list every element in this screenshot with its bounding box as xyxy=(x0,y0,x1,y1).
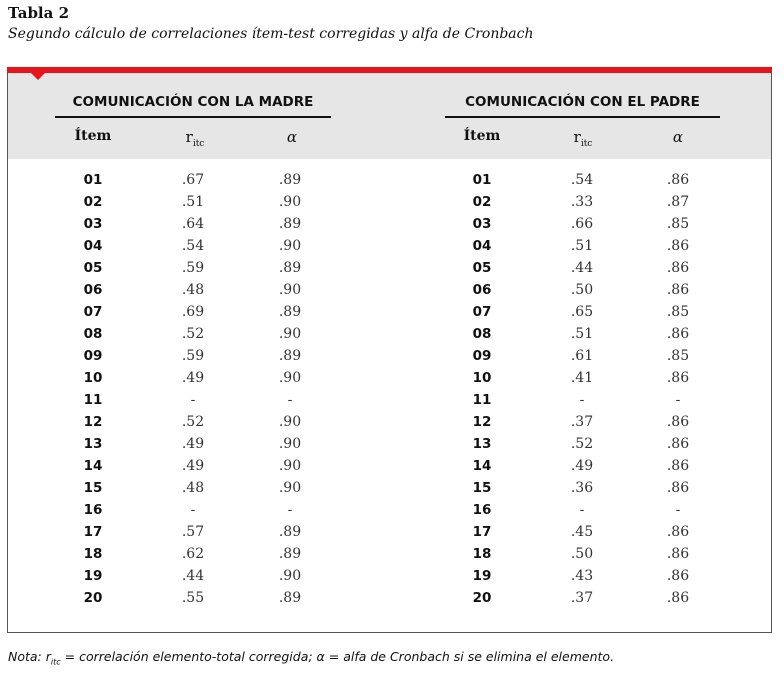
colhead-item-padre: Ítem xyxy=(463,128,501,144)
padre-alpha-cell: .86 xyxy=(666,546,690,562)
madre-item-cell: 02 xyxy=(83,194,103,210)
madre-ritc-cell: - xyxy=(190,502,196,518)
padre-item-cell: 15 xyxy=(472,480,492,496)
padre-item-cell: 12 xyxy=(472,414,492,430)
padre-item-cell: 08 xyxy=(472,326,492,342)
padre-alpha-cell: .86 xyxy=(666,370,690,386)
madre-alpha-cell: - xyxy=(287,502,293,518)
madre-item-cell: 17 xyxy=(83,524,103,540)
padre-ritc-cell: .61 xyxy=(570,348,594,364)
padre-item-cell: 03 xyxy=(472,216,492,232)
madre-item-cell: 04 xyxy=(83,238,103,254)
padre-alpha-cell: .86 xyxy=(666,436,690,452)
madre-item-cell: 10 xyxy=(83,370,103,386)
madre-ritc-cell: .69 xyxy=(181,304,205,320)
madre-ritc-cell: .62 xyxy=(181,546,205,562)
padre-item-cell: 11 xyxy=(472,392,492,408)
padre-alpha-cell: .86 xyxy=(666,458,690,474)
group-rule-madre xyxy=(55,116,331,118)
padre-alpha-cell: .86 xyxy=(666,590,690,606)
group-title-madre: COMUNICACIÓN CON LA MADRE xyxy=(72,94,314,110)
madre-ritc-cell: .57 xyxy=(181,524,205,540)
madre-ritc-cell: .59 xyxy=(181,260,205,276)
madre-item-cell: 05 xyxy=(83,260,103,276)
madre-item-cell: 03 xyxy=(83,216,103,232)
colhead-item-madre: Ítem xyxy=(74,128,112,144)
padre-alpha-cell: .85 xyxy=(666,216,690,232)
madre-alpha-cell: .90 xyxy=(278,568,302,584)
colhead-r-padre: $r_{itc}$ xyxy=(573,128,593,149)
padre-ritc-cell: .36 xyxy=(570,480,594,496)
table-note: Nota: $r_{itc}$ = correlación elemento-total corregida; α = alfa de Cronbach si se elimina el elemento. xyxy=(8,649,615,667)
padre-alpha-cell: .86 xyxy=(666,238,690,254)
padre-alpha-cell: - xyxy=(675,502,681,518)
madre-item-cell: 09 xyxy=(83,348,103,364)
padre-ritc-cell: .44 xyxy=(570,260,594,276)
madre-item-cell: 11 xyxy=(83,392,103,408)
madre-item-cell: 07 xyxy=(83,304,103,320)
madre-ritc-cell: .55 xyxy=(181,590,205,606)
padre-item-cell: 16 xyxy=(472,502,492,518)
madre-alpha-cell: .89 xyxy=(278,348,302,364)
madre-ritc-cell: .49 xyxy=(181,370,205,386)
table-subtitle: Segundo cálculo de correlaciones ítem-test corregidas y alfa de Cronbach xyxy=(8,26,534,42)
padre-ritc-cell: .66 xyxy=(570,216,594,232)
padre-item-cell: 14 xyxy=(472,458,492,474)
madre-item-cell: 01 xyxy=(83,172,103,188)
padre-alpha-cell: .86 xyxy=(666,172,690,188)
padre-item-cell: 18 xyxy=(472,546,492,562)
madre-item-cell: 08 xyxy=(83,326,103,342)
padre-alpha-cell: .86 xyxy=(666,260,690,276)
padre-item-cell: 07 xyxy=(472,304,492,320)
madre-alpha-cell: .90 xyxy=(278,436,302,452)
padre-item-cell: 05 xyxy=(472,260,492,276)
padre-alpha-cell: .85 xyxy=(666,348,690,364)
accent-bar xyxy=(7,67,772,73)
colhead-r-madre: $r_{itc}$ xyxy=(185,128,205,149)
padre-item-cell: 17 xyxy=(472,524,492,540)
madre-ritc-cell: .48 xyxy=(181,480,205,496)
colhead-alpha-madre: α xyxy=(286,128,298,146)
colhead-alpha-padre: α xyxy=(672,128,684,146)
padre-alpha-cell: .86 xyxy=(666,282,690,298)
madre-item-cell: 20 xyxy=(83,590,103,606)
madre-ritc-cell: - xyxy=(190,392,196,408)
madre-ritc-cell: .49 xyxy=(181,458,205,474)
padre-alpha-cell: - xyxy=(675,392,681,408)
padre-ritc-cell: .41 xyxy=(570,370,594,386)
madre-item-cell: 19 xyxy=(83,568,103,584)
madre-alpha-cell: .89 xyxy=(278,524,302,540)
padre-ritc-cell: .51 xyxy=(570,326,594,342)
madre-alpha-cell: .90 xyxy=(278,370,302,386)
madre-item-cell: 13 xyxy=(83,436,103,452)
accent-triangle xyxy=(30,72,46,80)
padre-item-cell: 01 xyxy=(472,172,492,188)
madre-ritc-cell: .52 xyxy=(181,414,205,430)
madre-ritc-cell: .54 xyxy=(181,238,205,254)
madre-ritc-cell: .51 xyxy=(181,194,205,210)
padre-item-cell: 20 xyxy=(472,590,492,606)
madre-item-cell: 06 xyxy=(83,282,103,298)
group-title-padre: COMUNICACIÓN CON EL PADRE xyxy=(465,94,700,110)
padre-ritc-cell: .54 xyxy=(570,172,594,188)
padre-alpha-cell: .86 xyxy=(666,524,690,540)
padre-alpha-cell: .86 xyxy=(666,480,690,496)
madre-alpha-cell: .89 xyxy=(278,216,302,232)
padre-item-cell: 09 xyxy=(472,348,492,364)
padre-ritc-cell: .65 xyxy=(570,304,594,320)
madre-ritc-cell: .44 xyxy=(181,568,205,584)
padre-ritc-cell: .45 xyxy=(570,524,594,540)
madre-item-cell: 16 xyxy=(83,502,103,518)
madre-ritc-cell: .64 xyxy=(181,216,205,232)
madre-alpha-cell: .89 xyxy=(278,172,302,188)
padre-alpha-cell: .86 xyxy=(666,414,690,430)
madre-alpha-cell: .90 xyxy=(278,414,302,430)
padre-ritc-cell: .52 xyxy=(570,436,594,452)
madre-alpha-cell: .90 xyxy=(278,238,302,254)
padre-ritc-cell: .37 xyxy=(570,414,594,430)
padre-item-cell: 19 xyxy=(472,568,492,584)
madre-alpha-cell: - xyxy=(287,392,293,408)
padre-alpha-cell: .85 xyxy=(666,304,690,320)
madre-alpha-cell: .89 xyxy=(278,590,302,606)
padre-item-cell: 04 xyxy=(472,238,492,254)
padre-item-cell: 06 xyxy=(472,282,492,298)
madre-item-cell: 14 xyxy=(83,458,103,474)
padre-ritc-cell: .50 xyxy=(570,282,594,298)
padre-ritc-cell: .51 xyxy=(570,238,594,254)
madre-alpha-cell: .89 xyxy=(278,304,302,320)
padre-ritc-cell: .33 xyxy=(570,194,594,210)
madre-ritc-cell: .49 xyxy=(181,436,205,452)
padre-ritc-cell: - xyxy=(579,392,585,408)
madre-alpha-cell: .89 xyxy=(278,546,302,562)
padre-ritc-cell: .50 xyxy=(570,546,594,562)
group-rule-padre xyxy=(445,116,720,118)
padre-ritc-cell: .43 xyxy=(570,568,594,584)
padre-ritc-cell: .37 xyxy=(570,590,594,606)
madre-alpha-cell: .90 xyxy=(278,326,302,342)
madre-alpha-cell: .90 xyxy=(278,458,302,474)
madre-alpha-cell: .90 xyxy=(278,480,302,496)
madre-item-cell: 18 xyxy=(83,546,103,562)
padre-item-cell: 10 xyxy=(472,370,492,386)
madre-item-cell: 12 xyxy=(83,414,103,430)
padre-alpha-cell: .86 xyxy=(666,326,690,342)
madre-ritc-cell: .52 xyxy=(181,326,205,342)
madre-alpha-cell: .90 xyxy=(278,194,302,210)
madre-ritc-cell: .67 xyxy=(181,172,205,188)
table-title: Tabla 2 xyxy=(8,4,70,22)
padre-alpha-cell: .87 xyxy=(666,194,690,210)
padre-alpha-cell: .86 xyxy=(666,568,690,584)
padre-ritc-cell: - xyxy=(579,502,585,518)
madre-alpha-cell: .89 xyxy=(278,260,302,276)
madre-alpha-cell: .90 xyxy=(278,282,302,298)
madre-ritc-cell: .59 xyxy=(181,348,205,364)
madre-item-cell: 15 xyxy=(83,480,103,496)
padre-item-cell: 13 xyxy=(472,436,492,452)
madre-ritc-cell: .48 xyxy=(181,282,205,298)
padre-ritc-cell: .49 xyxy=(570,458,594,474)
padre-item-cell: 02 xyxy=(472,194,492,210)
